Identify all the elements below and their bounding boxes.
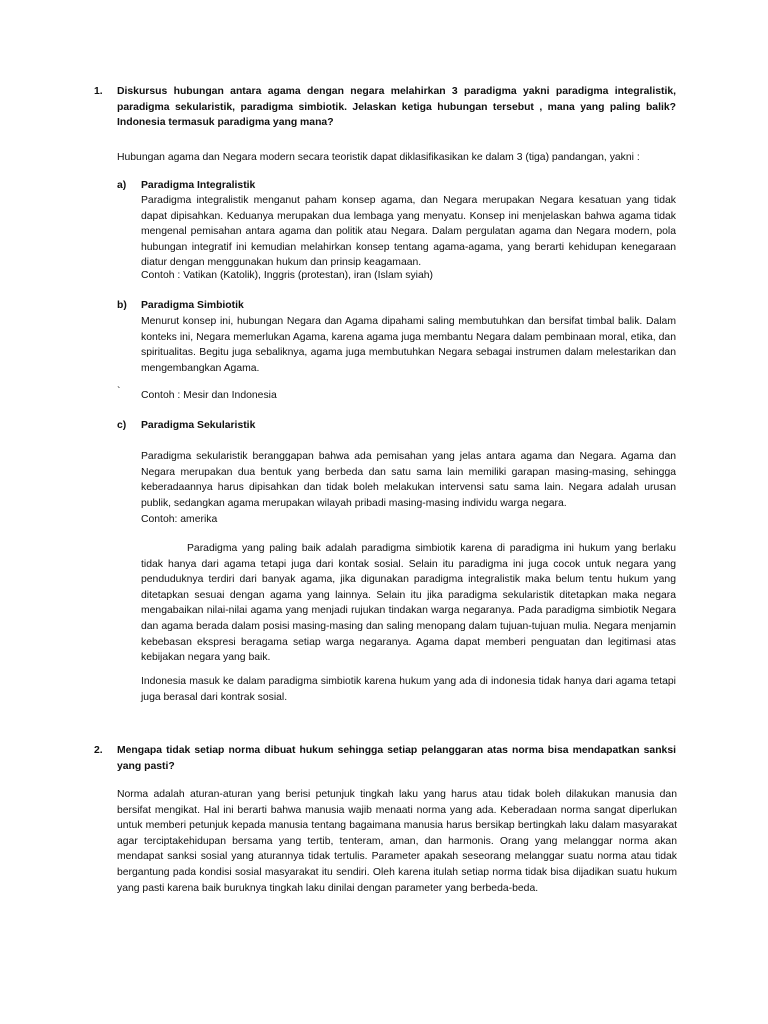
- question-2: [94, 743, 676, 774]
- q1-intro: Hubungan agama dan Negara modern secara teoristik dapat diklasifikasikan ke dalam 3 (tiga) pandangan, yakni :: [117, 152, 640, 163]
- item-b-title: Paradigma Simbiotik: [141, 300, 244, 311]
- item-a-title: Paradigma Integralistik: [141, 180, 256, 191]
- item-c-letter: c): [117, 420, 127, 431]
- question-1-text: Diskursus hubungan antara agama dengan negara melahirkan 3 paradigma yakni paradigma integralistik, paradigma sekularistik, paradigma simbiotik. Jelaskan ketiga hubungan tersebut , mana yang paling balik? Indonesia termasuk paradigma yang mana?: [117, 86, 676, 129]
- item-b-body: Menurut konsep ini, hubungan Negara dan Agama dipahami saling membutuhkan dan bersifat timbal balik. Dalam konteks ini, Negara memerlukan Agama, karena agama juga membantu Negara dalam pembinaan moral, etika, dan spiritualitas. Begitu juga sebaliknya, agama juga membutuhkan Negara sebagai instrumen dalam melestarikan dan mengembangkan Agama.: [141, 316, 676, 374]
- question-1: [94, 84, 676, 131]
- question-1-number: 1.: [94, 86, 103, 97]
- item-b-example: Contoh : Mesir dan Indonesia: [141, 390, 277, 401]
- item-b-backtick: `: [117, 386, 121, 397]
- item-c-example: Contoh: amerika: [141, 514, 218, 525]
- item-a-letter: a): [117, 180, 127, 191]
- item-c-body: Paradigma sekularistik beranggapan bahwa ada pemisahan yang jelas antara agama dan Negara. Agama dan Negara merupakan dua bentuk yang berbeda dan satu sama lain memiliki garapan masing-masing, sehingga keberadaannya harus dipisahkan dan tidak boleh melakukan intervensi satu sama lain. Negara adalah urusan publik, sedangkan agama merupakan wilayah pribadi masing-masing individu warga negara.: [141, 451, 676, 509]
- item-c-title: Paradigma Sekularistik: [141, 420, 256, 431]
- item-b-letter: b): [117, 300, 127, 311]
- best-paradigm-paragraph: Paradigma yang paling baik adalah paradigma simbiotik karena di paradigma ini hukum yang berlaku tidak hanya dari agama tetapi juga dari kontak sosial. Selain itu paradigma ini juga cocok untuk negara yang penduduknya terdiri dari banyak agama, jika digunakan paradigma integralistik maka belum tentu hukum yang ditetapkan sesuai dengan agama yang lainnya. Selain itu jika paradigma sekularistik ditetapkan maka negara mengabaikan nilai-nilai agama yang menjadi rujukan tindakan warga negaranya. Pada paradigma simbiotik Negara dan agama berada dalam posisi masing-masing dan saling menopang dalam tujuan-tujuan mulia. Negara menjamin kebebasan ekspresi beragama setiap warga negaranya. Agama dapat memberi penguatan dan legitimasi atas kebijakan negara yang baik.: [141, 543, 676, 664]
- question-2-number: 2.: [94, 745, 103, 756]
- q2-answer: Norma adalah aturan-aturan yang berisi petunjuk tingkah laku yang harus atau tidak boleh dilakukan manusia dan bersifat mengikat. Hal ini berarti bahwa manusia wajib menaati norma yang ada. Keberadaan norma sangat diperlukan untuk memberi petunjuk kepada manusia tentang bagaimana manusia harus bersikap bertingkah laku dalam masyarakat agar terciptakehidupan bersama yang tertib, tenteram, aman, dan harmonis. Orang yang melanggar norma akan mendapat sanksi sosial yang aturannya tidak tertulis. Parameter apakah seseorang melanggar suatu norma atau tidak bergantung pada kondisi sosial masyarakat itu sendiri. Oleh karena itulah setiap norma tidak bisa dijadikan suatu hukum yang pasti karena baik buruknya tingkah laku dinilai dengan parameter yang berbeda-beda.: [117, 789, 677, 894]
- question-2-text: Mengapa tidak setiap norma dibuat hukum sehingga setiap pelanggaran atas norma bisa mendapatkan sanksi yang pasti?: [117, 745, 676, 772]
- item-a-body: Paradigma integralistik menganut paham konsep agama, dan Negara merupakan Negara kesatuan yang tidak dapat dipisahkan. Keduanya merupakan dua lembaga yang menyatu. Konsep ini menjelaskan bahwa agama tidak mengenal pemisahan antara agama dan politik atau Negara. Dalam pergulatan agama dan Negara modern, pola hubungan integratif ini kemudian melahirkan konsep tentang agama-agama, yang berarti kehidupan kenegaraan diatur dengan menggunakan hukum dan prinsip keagamaan.: [141, 195, 676, 269]
- indonesia-paragraph: Indonesia masuk ke dalam paradigma simbiotik karena hukum yang ada di indonesia tidak hanya dari agama tetapi juga berasal dari kontrak sosial.: [141, 676, 676, 703]
- item-a-example: Contoh : Vatikan (Katolik), Inggris (protestan), iran (Islam syiah): [141, 270, 434, 281]
